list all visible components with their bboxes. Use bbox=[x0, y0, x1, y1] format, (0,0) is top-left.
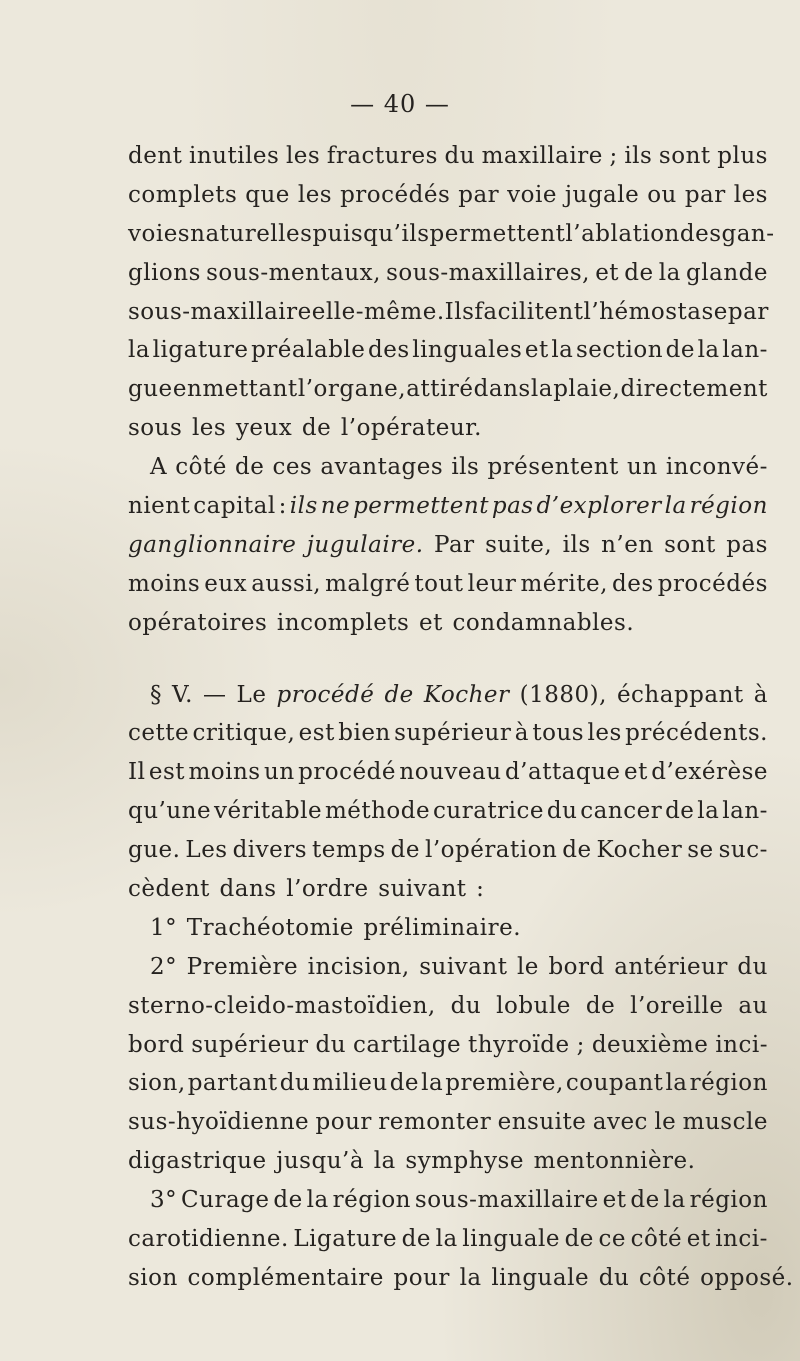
word: voies bbox=[128, 220, 191, 247]
word: sus-hyoïdienne bbox=[128, 1109, 310, 1136]
word: région bbox=[689, 1187, 768, 1214]
word: glions bbox=[128, 259, 201, 286]
word: permettent bbox=[429, 220, 566, 247]
body-text bbox=[128, 137, 794, 1298]
text-line bbox=[128, 487, 768, 526]
word: la bbox=[435, 1226, 458, 1253]
word: et bbox=[623, 759, 648, 786]
word: partant bbox=[187, 1070, 278, 1097]
page-number: — 40 — bbox=[350, 90, 450, 118]
word: directement bbox=[620, 376, 768, 403]
text-line bbox=[128, 870, 768, 909]
text-line bbox=[128, 409, 768, 448]
word: côté bbox=[630, 1226, 683, 1253]
text-line bbox=[128, 714, 768, 753]
word: la bbox=[128, 337, 151, 364]
text-line bbox=[128, 137, 768, 176]
word: muscle bbox=[682, 1109, 768, 1136]
word: plaie, bbox=[553, 376, 621, 403]
word: pour bbox=[393, 1264, 450, 1291]
word: l’opération bbox=[424, 837, 558, 864]
word: mentonnière. bbox=[533, 1148, 696, 1175]
word: procédé bbox=[276, 681, 375, 708]
word: divers bbox=[232, 837, 308, 864]
word: moins bbox=[128, 570, 201, 597]
word: des bbox=[679, 220, 722, 247]
word: procédés bbox=[657, 570, 768, 597]
word: ligature bbox=[152, 337, 249, 364]
word: Trachéotomie bbox=[186, 914, 354, 941]
word: nouveau bbox=[399, 759, 502, 786]
word: les bbox=[191, 415, 227, 442]
word: les bbox=[733, 181, 768, 208]
text-line bbox=[128, 254, 768, 293]
word: en bbox=[172, 376, 203, 403]
word: linguale bbox=[462, 1226, 560, 1253]
word: cèdent bbox=[128, 876, 210, 903]
word: par bbox=[458, 181, 500, 208]
word: pas bbox=[491, 493, 534, 520]
word: Kocher bbox=[423, 681, 510, 708]
word: nient bbox=[128, 493, 191, 520]
word: plus bbox=[717, 143, 768, 169]
text-line bbox=[128, 293, 768, 332]
word: jugale bbox=[564, 181, 640, 208]
word: un bbox=[627, 454, 658, 481]
word: ne bbox=[320, 493, 351, 520]
word: condamnables. bbox=[452, 609, 635, 636]
word: thyroïde bbox=[468, 1031, 570, 1058]
text-line bbox=[128, 331, 768, 370]
word: symphyse bbox=[405, 1148, 524, 1175]
word: cancer bbox=[580, 798, 663, 825]
word: ; bbox=[609, 143, 618, 169]
word: tous bbox=[532, 720, 585, 747]
word: Ils bbox=[444, 298, 475, 325]
word: la bbox=[697, 337, 720, 364]
word: est bbox=[148, 759, 186, 786]
text-line bbox=[128, 448, 768, 487]
text-line bbox=[128, 526, 768, 565]
word: du bbox=[279, 1070, 311, 1097]
word: sont bbox=[664, 531, 716, 558]
word: à bbox=[753, 681, 768, 708]
word: carotidienne. bbox=[128, 1226, 289, 1253]
word: la bbox=[421, 1070, 444, 1097]
word: le bbox=[654, 1109, 677, 1136]
word: par bbox=[727, 298, 769, 325]
text-line bbox=[128, 753, 768, 792]
word: et bbox=[419, 609, 443, 636]
word: eux bbox=[204, 570, 248, 597]
word: présentent bbox=[487, 454, 619, 481]
word: Ligature bbox=[293, 1226, 398, 1253]
word: capital bbox=[193, 493, 276, 520]
word: suite, bbox=[485, 531, 553, 558]
word: gue bbox=[128, 376, 173, 403]
word: préliminaire. bbox=[363, 914, 522, 941]
word: Le bbox=[236, 681, 267, 708]
word: critique, bbox=[192, 720, 296, 747]
word: ils bbox=[562, 531, 591, 558]
word: la bbox=[697, 798, 720, 825]
word: du bbox=[546, 798, 578, 825]
word: sterno-cleido-mastoïdien, bbox=[128, 992, 436, 1019]
word: l’hémostase bbox=[583, 298, 728, 325]
text-line bbox=[128, 1103, 768, 1142]
word: et bbox=[602, 1187, 627, 1214]
word: permettent bbox=[353, 493, 489, 520]
word: de bbox=[665, 337, 695, 364]
word: curatrice bbox=[433, 798, 544, 825]
word: les bbox=[285, 143, 321, 169]
word: de bbox=[564, 1226, 594, 1253]
word: des bbox=[612, 570, 654, 597]
word: incomplets bbox=[276, 609, 410, 636]
word: § bbox=[150, 681, 162, 708]
word: 1° bbox=[150, 914, 178, 941]
word: dans bbox=[473, 376, 531, 403]
word: Par bbox=[434, 531, 475, 558]
word: l’oreille bbox=[630, 992, 724, 1019]
word: par bbox=[684, 181, 726, 208]
word: cette bbox=[128, 720, 190, 747]
word: d’attaque bbox=[504, 759, 621, 786]
word: sous-mentaux, bbox=[206, 259, 381, 286]
word: jugulaire. bbox=[306, 531, 424, 558]
word: la bbox=[459, 1264, 482, 1291]
word: voie bbox=[507, 181, 557, 208]
word: n’en bbox=[601, 531, 654, 558]
word: complets bbox=[128, 181, 238, 208]
word: ensuite bbox=[497, 1109, 587, 1136]
word: bien bbox=[338, 720, 391, 747]
word: la bbox=[306, 1187, 329, 1214]
word: ; bbox=[576, 1031, 585, 1058]
word: bord bbox=[128, 1031, 185, 1058]
text-line bbox=[128, 604, 768, 643]
word: Il bbox=[128, 759, 146, 786]
word: supérieur bbox=[191, 1031, 309, 1058]
text-line bbox=[128, 215, 775, 254]
word: ces bbox=[272, 454, 313, 481]
word: le bbox=[516, 953, 539, 980]
text-line bbox=[128, 1181, 768, 1220]
word: du bbox=[598, 1264, 630, 1291]
word: ils bbox=[624, 143, 653, 169]
text-line bbox=[128, 1259, 794, 1298]
word: inci- bbox=[715, 1226, 768, 1253]
text-line bbox=[128, 370, 768, 409]
word: V. bbox=[172, 681, 193, 708]
word: et bbox=[686, 1226, 711, 1253]
text-line bbox=[128, 176, 768, 215]
word: incision, bbox=[307, 953, 410, 980]
word: elle-même. bbox=[311, 298, 445, 325]
word: lan- bbox=[722, 337, 768, 364]
word: du bbox=[450, 992, 482, 1019]
word: d’explorer bbox=[536, 493, 662, 520]
word: jusqu’à bbox=[276, 1148, 365, 1175]
word: Les bbox=[185, 837, 228, 864]
word: du bbox=[315, 1031, 347, 1058]
word: un bbox=[264, 759, 295, 786]
word: digastrique bbox=[128, 1148, 267, 1175]
word: Première bbox=[186, 953, 299, 980]
word: l’opérateur. bbox=[340, 415, 482, 442]
word: de bbox=[630, 1187, 660, 1214]
word: sous-maxillaire bbox=[128, 298, 312, 325]
word: région bbox=[689, 493, 768, 520]
text-line bbox=[128, 831, 768, 870]
word: échappant bbox=[616, 681, 744, 708]
word: fractures bbox=[326, 143, 438, 169]
text-line bbox=[128, 909, 768, 948]
word: l’ablation bbox=[565, 220, 680, 247]
word: pour bbox=[315, 1109, 372, 1136]
word: l’ordre bbox=[286, 876, 369, 903]
word: A bbox=[150, 454, 168, 481]
word: sous-maxillaires, bbox=[386, 259, 590, 286]
text-line bbox=[128, 1220, 768, 1259]
word: 2° bbox=[150, 953, 178, 980]
word: gan- bbox=[721, 220, 775, 247]
word: côté bbox=[638, 1264, 691, 1291]
word: procédés bbox=[340, 181, 451, 208]
word: côté bbox=[175, 454, 227, 481]
word: les bbox=[587, 720, 622, 747]
word: et bbox=[524, 337, 549, 364]
word: région bbox=[689, 1070, 768, 1097]
word: de bbox=[624, 259, 654, 286]
word: pas bbox=[726, 531, 768, 558]
word: sion bbox=[128, 1264, 178, 1291]
word: de bbox=[401, 1226, 432, 1253]
word: linguales bbox=[412, 337, 523, 364]
word: facilitent bbox=[474, 298, 584, 325]
word: suc- bbox=[718, 837, 768, 864]
word: complémentaire bbox=[187, 1264, 384, 1291]
word: de bbox=[389, 1070, 420, 1097]
word: les bbox=[297, 181, 333, 208]
word: de bbox=[234, 454, 265, 481]
word: : bbox=[278, 493, 287, 520]
word: yeux bbox=[235, 415, 293, 442]
word: maxillaire bbox=[481, 143, 603, 169]
word: remonter bbox=[378, 1109, 492, 1136]
word: naturelles bbox=[190, 220, 313, 247]
word: la bbox=[530, 376, 553, 403]
word: malgré bbox=[325, 570, 411, 597]
word: — bbox=[203, 681, 227, 708]
word: la bbox=[663, 1187, 686, 1214]
word: véritable bbox=[213, 798, 323, 825]
word: tout bbox=[414, 570, 464, 597]
word: de bbox=[273, 1187, 303, 1214]
word: de bbox=[665, 798, 695, 825]
word: bord bbox=[548, 953, 605, 980]
word: sont bbox=[658, 143, 711, 169]
word: suivant bbox=[378, 876, 467, 903]
word: section bbox=[575, 337, 664, 364]
word: d’exérèse bbox=[651, 759, 768, 786]
word: qu’une bbox=[128, 798, 212, 825]
word: Curage bbox=[181, 1187, 270, 1214]
word: et bbox=[595, 259, 620, 286]
word: coupant bbox=[565, 1070, 664, 1097]
word: avec bbox=[592, 1109, 648, 1136]
word: avantages bbox=[320, 454, 444, 481]
word: des bbox=[367, 337, 410, 364]
word: mérite, bbox=[520, 570, 608, 597]
word: : bbox=[476, 876, 485, 903]
word: que bbox=[245, 181, 290, 208]
word: suivant bbox=[419, 953, 508, 980]
text-line bbox=[128, 987, 768, 1026]
word: inconvé- bbox=[665, 454, 768, 481]
word: à bbox=[514, 720, 529, 747]
word: supérieur bbox=[394, 720, 512, 747]
word: sion, bbox=[128, 1070, 186, 1097]
word: ce bbox=[598, 1226, 626, 1253]
word: temps bbox=[312, 837, 386, 864]
word: la bbox=[664, 493, 687, 520]
word: lobule bbox=[496, 992, 571, 1019]
word: attiré bbox=[406, 376, 474, 403]
text-line bbox=[128, 676, 768, 715]
word: (1880), bbox=[519, 681, 607, 708]
word: l’organe, bbox=[297, 376, 407, 403]
text-line bbox=[128, 1064, 768, 1103]
word: de bbox=[585, 992, 616, 1019]
word: ils bbox=[451, 454, 480, 481]
text-line bbox=[128, 792, 768, 831]
word: antérieur bbox=[614, 953, 728, 980]
word: opposé. bbox=[700, 1264, 794, 1291]
word: cartilage bbox=[352, 1031, 462, 1058]
word: ils bbox=[289, 493, 318, 520]
word: mettant bbox=[202, 376, 298, 403]
word: procédé bbox=[298, 759, 396, 786]
word: méthode bbox=[324, 798, 431, 825]
word: la bbox=[665, 1070, 688, 1097]
word: moins bbox=[188, 759, 261, 786]
word: sous-maxillaire bbox=[414, 1187, 599, 1214]
word: dent bbox=[128, 143, 183, 169]
word: préalable bbox=[251, 337, 366, 364]
word: se bbox=[687, 837, 714, 864]
word: est bbox=[298, 720, 335, 747]
word: sous bbox=[128, 415, 183, 442]
text-line bbox=[128, 1026, 768, 1065]
word: Kocher bbox=[596, 837, 683, 864]
word: puisqu’ils bbox=[312, 220, 430, 247]
word: région bbox=[332, 1187, 411, 1214]
word: leur bbox=[467, 570, 517, 597]
word: de bbox=[301, 415, 332, 442]
word: du bbox=[737, 953, 768, 980]
word: milieu bbox=[312, 1070, 388, 1097]
word: glande bbox=[686, 259, 768, 286]
word: de bbox=[384, 681, 414, 708]
word: lan- bbox=[722, 798, 768, 825]
word: 3° bbox=[150, 1187, 178, 1214]
text-line bbox=[128, 565, 768, 604]
word: aussi, bbox=[251, 570, 322, 597]
text-line bbox=[128, 948, 768, 987]
word: linguale bbox=[491, 1264, 590, 1291]
word: de bbox=[562, 837, 592, 864]
word: opératoires bbox=[128, 609, 268, 636]
word: de bbox=[390, 837, 421, 864]
text-line bbox=[128, 1142, 768, 1181]
word: la bbox=[658, 259, 681, 286]
paragraph-gap bbox=[128, 643, 768, 676]
word: du bbox=[444, 143, 476, 169]
word: dans bbox=[219, 876, 277, 903]
word: ganglionnaire bbox=[128, 531, 297, 558]
word: gue. bbox=[128, 837, 181, 864]
word: précédents. bbox=[625, 720, 768, 747]
word: la bbox=[551, 337, 574, 364]
word: inci- bbox=[715, 1031, 768, 1058]
word: première, bbox=[445, 1070, 564, 1097]
word: la bbox=[373, 1148, 396, 1175]
word: inutiles bbox=[188, 143, 280, 169]
word: ou bbox=[647, 181, 677, 208]
word: deuxième bbox=[591, 1031, 709, 1058]
word: au bbox=[738, 992, 768, 1019]
